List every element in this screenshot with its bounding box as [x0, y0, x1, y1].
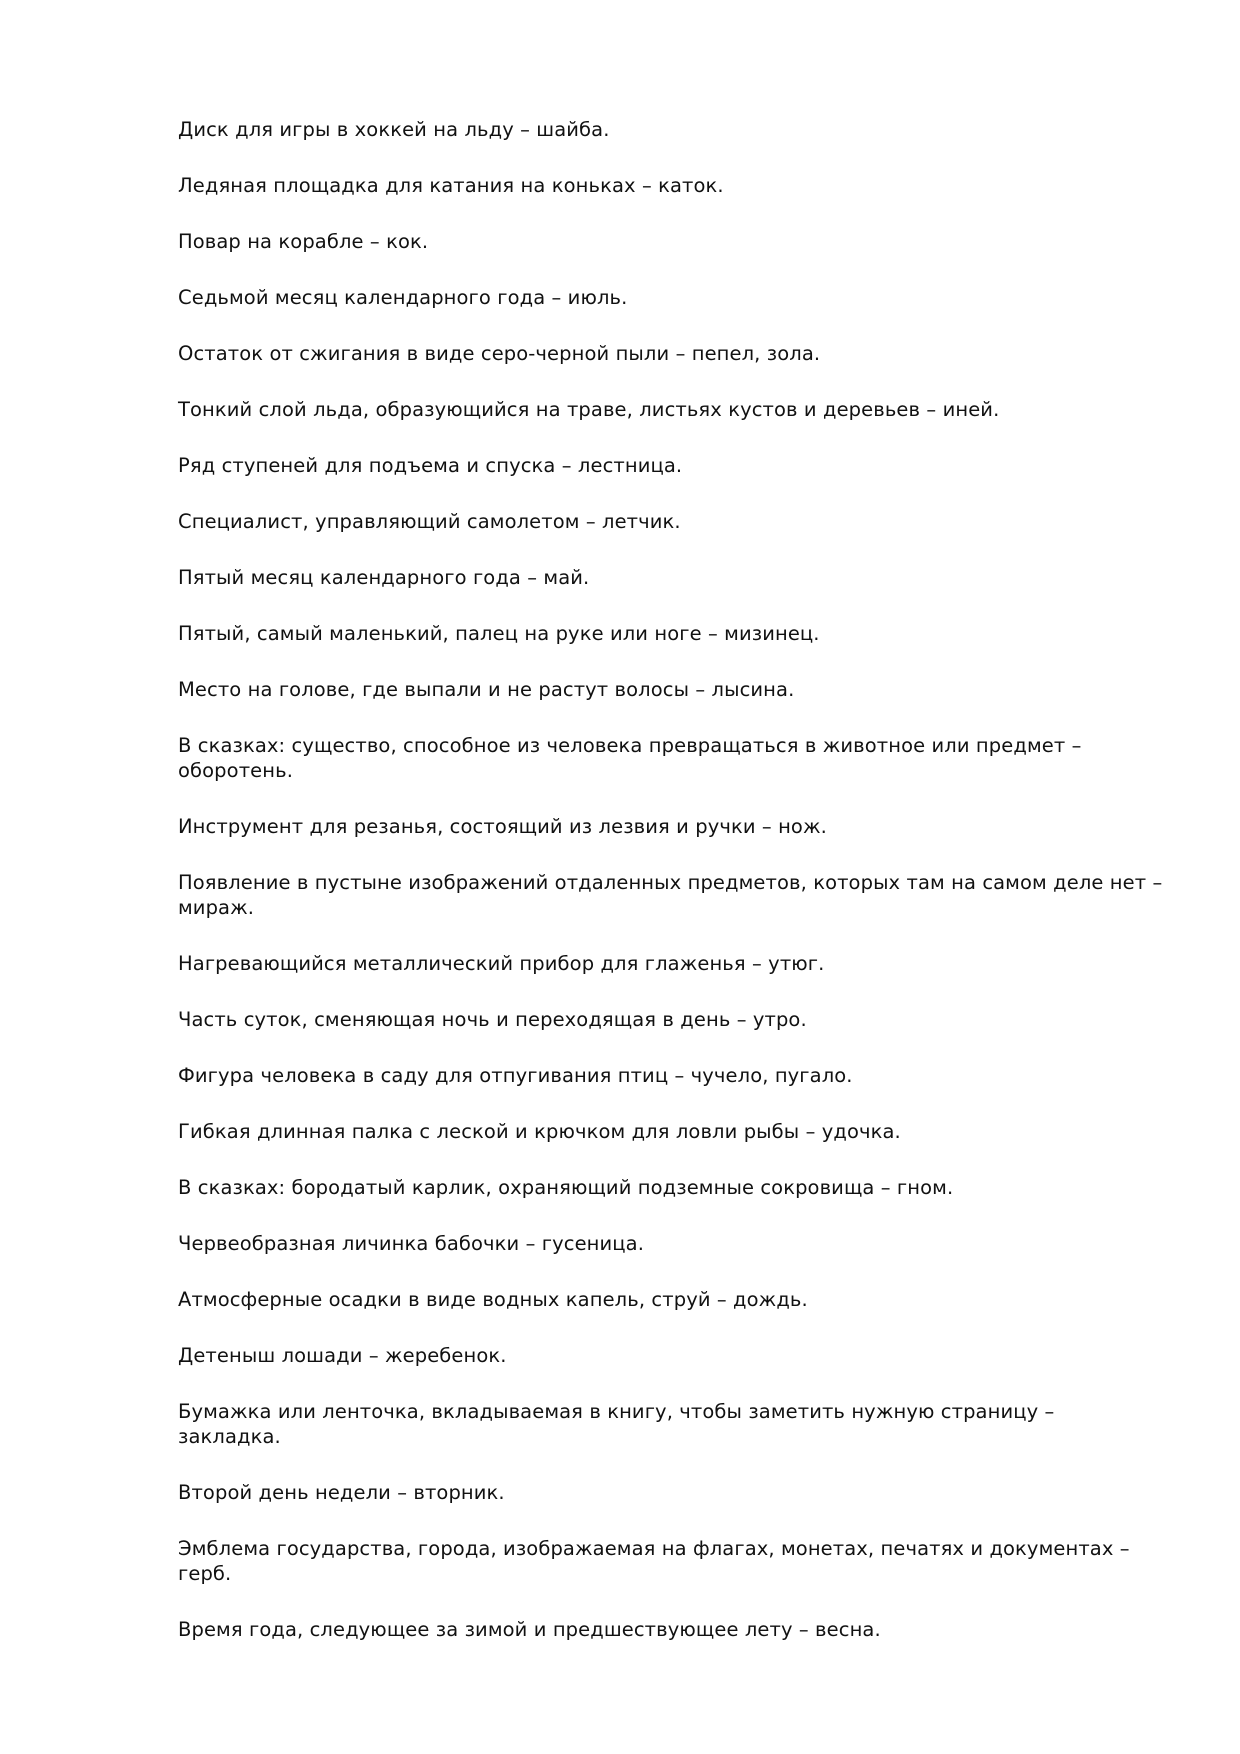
- definition-entry: Фигура человека в саду для отпугивания птиц – чучело, пугало.: [178, 1064, 853, 1087]
- definition-entry: В сказках: бородатый карлик, охраняющий подземные сокровища – гном.: [178, 1176, 954, 1199]
- definition-entry: Эмблема государства, города, изображаемая на флагах, монетах, печатях и документах – герб.: [178, 1537, 1130, 1585]
- definition-entry: Появление в пустыне изображений отдаленных предметов, которых там на самом деле нет – мираж.: [178, 871, 1163, 919]
- definition-entry: Бумажка или ленточка, вкладываемая в книгу, чтобы заметить нужную страницу – закладка.: [178, 1400, 1055, 1448]
- definition-entry: Инструмент для резанья, состоящий из лезвия и ручки – нож.: [178, 815, 827, 838]
- definition-entry: Остаток от сжигания в виде серо-черной пыли – пепел, зола.: [178, 342, 821, 365]
- definition-entry: Ледяная площадка для катания на коньках – каток.: [178, 174, 724, 197]
- definition-entry: Седьмой месяц календарного года – июль.: [178, 286, 628, 309]
- definition-entry: Часть суток, сменяющая ночь и переходящая в день – утро.: [178, 1008, 807, 1031]
- definition-entry: Время года, следующее за зимой и предшествующее лету – весна.: [178, 1618, 881, 1641]
- definition-entry: Повар на корабле – кок.: [178, 230, 429, 253]
- definition-entry: Атмосферные осадки в виде водных капель, струй – дождь.: [178, 1288, 808, 1311]
- definition-entry: Детеныш лошади – жеребенок.: [178, 1344, 507, 1367]
- definition-entry: Нагревающийся металлический прибор для глаженья – утюг.: [178, 952, 825, 975]
- definition-entry: Специалист, управляющий самолетом – летчик.: [178, 510, 681, 533]
- definition-entry: Диск для игры в хоккей на льду – шайба.: [178, 118, 610, 141]
- definitions-list: [178, 117, 1163, 1673]
- definition-entry: Пятый, самый маленький, палец на руке или ноге – мизинец.: [178, 622, 820, 645]
- definition-entry: Червеобразная личинка бабочки – гусеница.: [178, 1232, 645, 1255]
- definition-entry: Второй день недели – вторник.: [178, 1481, 505, 1504]
- definition-entry: Тонкий слой льда, образующийся на траве, листьях кустов и деревьев – иней.: [178, 398, 1000, 421]
- definition-entry: Место на голове, где выпали и не растут волосы – лысина.: [178, 678, 795, 701]
- definition-entry: Гибкая длинная палка с леской и крючком для ловли рыбы – удочка.: [178, 1120, 901, 1143]
- definition-entry: Ряд ступеней для подъема и спуска – лестница.: [178, 454, 683, 477]
- definition-entry: В сказках: существо, способное из человека превращаться в животное или предмет – оборотень.: [178, 734, 1082, 782]
- definition-entry: Пятый месяц календарного года – май.: [178, 566, 590, 589]
